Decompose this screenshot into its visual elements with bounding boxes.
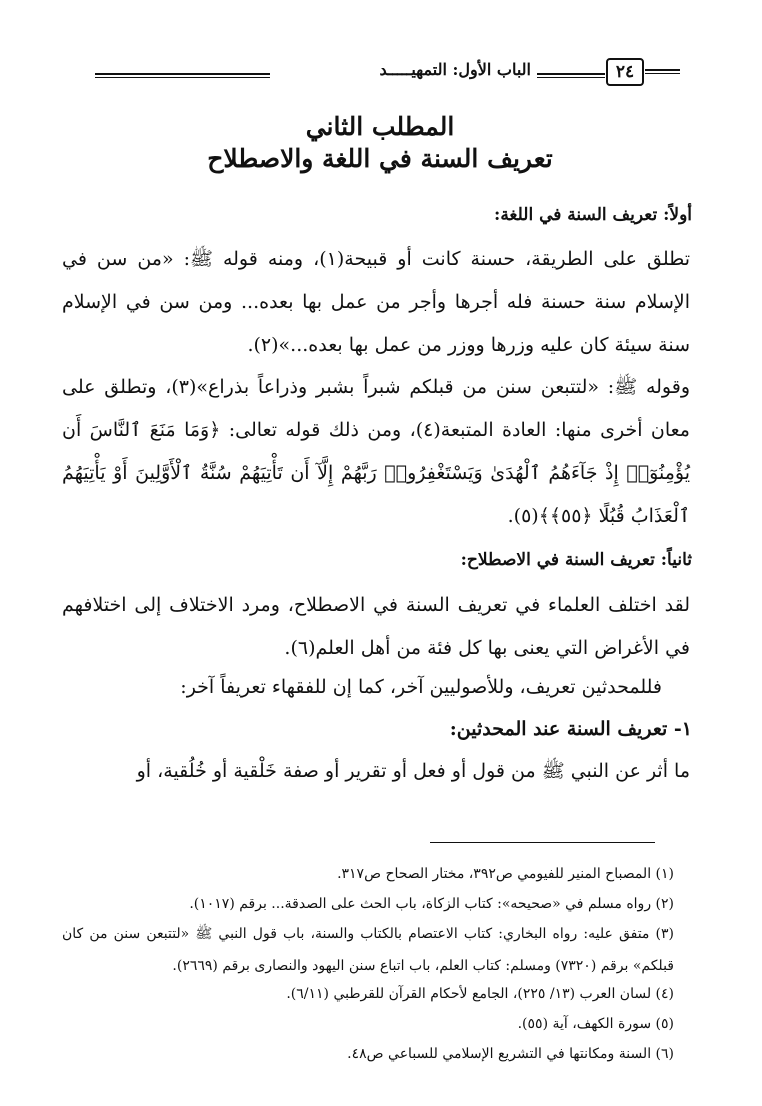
header-rule-right xyxy=(645,69,680,74)
heading-hadith-scholars: ١- تعريف السنة عند المحدثين: xyxy=(449,718,692,740)
footnote-5: (٥) سورة الكهف، آية (٥٥). xyxy=(517,1016,674,1032)
running-head: الباب الأول: التمهيـــــد xyxy=(270,60,537,79)
heading-linguistic-definition: أولاً: تعريف السنة في اللغة: xyxy=(494,205,692,225)
heading-technical-definition: ثانياً: تعريف السنة في الاصطلاح: xyxy=(460,550,692,570)
section-subtitle: تعريف السنة في اللغة والاصطلاح xyxy=(207,144,553,173)
footnote-6: (٦) السنة ومكانتها في التشريع الإسلامي للسباعي ص٤٨. xyxy=(347,1046,674,1062)
paragraph-technical-1: لقد اختلف العلماء في تعريف السنة في الاصطلاح، ومرد الاختلاف إلى اختلافهم في الأغراض التي يعنى بها كل فئة من أهل العلم(٦). xyxy=(62,594,690,659)
paragraph-technical-3: ما أثر عن النبي ﷺ من قول أو فعل أو تقرير أو صفة خَلْقية أو خُلُقية، أو xyxy=(136,760,690,782)
section-title: المطلب الثاني xyxy=(305,112,455,141)
paragraph-linguistic-2: وقوله ﷺ: «لتتبعن سنن من قبلكم شبراً بشبر وذراعاً بذراع»(٣)، وتطلق على معان أخرى منها: العادة المتبعة(٤)، ومن ذلك قوله تعالى: ﴿وَمَا مَنَعَ ٱلنَّاسَ أَن يُؤْمِنُوٓا۟ إِذْ جَآءَهُمُ ٱلْهُدَىٰ وَيَسْتَغْفِرُوا۟ رَبَّهُمْ إِلَّآ أَن تَأْتِيَهُمْ سُنَّةُ ٱلْأَوَّلِينَ أَوْ يَأْتِيَهُمُ ٱلْعَذَابُ قُبُلًا ﴿٥٥﴾﴾(٥). xyxy=(62,376,690,527)
footnote-divider xyxy=(430,842,655,843)
footnote-1: (١) المصباح المنير للفيومي ص٣٩٢، مختار الصحاح ص٣١٧. xyxy=(337,866,674,882)
paragraph-linguistic-1: تطلق على الطريقة، حسنة كانت أو قبيحة(١)، ومنه قوله ﷺ: «من سن في الإسلام سنة حسنة فله أجرها وأجر من عمل بها بعده... ومن سن في الإسلام سنة سيئة كان عليه وزرها ووزر من عمل بها بعده...»(٢). xyxy=(62,248,690,356)
page-number: ٢٤ xyxy=(606,58,644,86)
footnote-3: (٣) متفق عليه: رواه البخاري: كتاب الاعتصام بالكتاب والسنة، باب قول النبي ﷺ «لتتبعن سنن من كان قبلكم» برقم (٧٣٢٠) ومسلم: كتاب العلم، باب اتباع سنن اليهود والنصارى برقم (٢٦٦٩). xyxy=(62,926,674,974)
footnote-2: (٢) رواه مسلم في «صحيحه»: كتاب الزكاة، باب الحث على الصدقة... برقم (١٠١٧). xyxy=(189,896,674,912)
paragraph-technical-2: فللمحدثين تعريف، وللأصوليين آخر، كما إن للفقهاء تعريفاً آخر: xyxy=(180,676,662,698)
footnote-4: (٤) لسان العرب (١٣/ ٢٢٥)، الجامع لأحكام القرآن للقرطبي (٦/١١). xyxy=(286,986,674,1002)
